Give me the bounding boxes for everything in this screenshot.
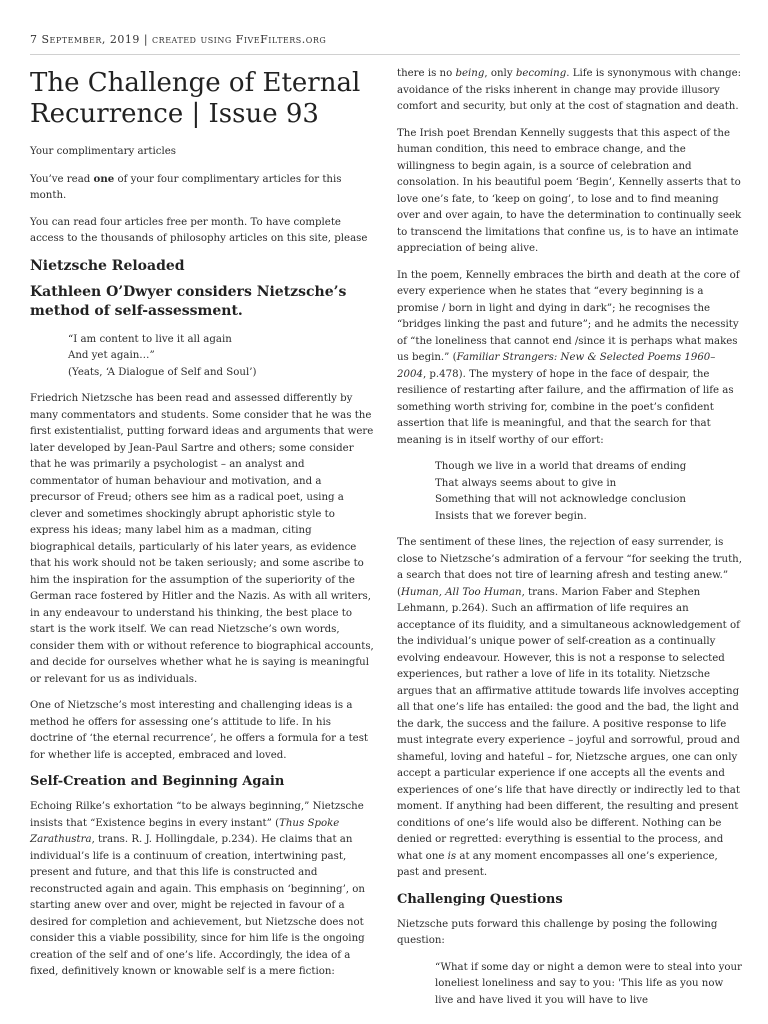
right-column [397,66,742,1019]
quote-citation: (Yeats, ‘A Dialogue of Self and Soul’) [68,366,257,378]
book-title: Thus Spoke Zarathustra [30,817,340,845]
text-run: , p.478). The mystery of hope in the face of despair, the resilience of restarting after failure, and the affirmation of life as something worth striving for, combine in the poet’s confident assertion that life is meaningful, and that the search for that meaning is in itself worthy of our effort: [397,368,734,446]
quote-line: Something that will not acknowledge conclusion [435,494,686,505]
quote-line: And yet again…” [68,350,155,361]
emphasis: being [455,68,485,79]
quote-text: “What if some day or night a demon were to steal into your loneliest loneliness and say to you: 'This life as you now live and have lived it you will have to live [435,961,742,1006]
paragraph [397,268,742,450]
left-column [30,66,375,991]
text-run: , trans. R. J. Hollingdale, p.234). He claims that an individual’s life is a continuum of creation, intertwining past, present and future, and that this life is constructed and reconstructed again and again. This emphasis on ‘beginning’, on starting anew over and over, might be rejected in favour of a desired for completion and achievement, but Nietzsche does not consider this a viable possibility, since for him life is the ongoing creation of the self and of one’s life. Accordingly, the idea of a fixed, definitively known or knowable self is a mere fiction: [30,834,365,977]
paragraph: Friedrich Nietzsche has been read and assessed differently by many commentators and students. Some consider that he was the first existentialist, putting forward ideas and arguments that were later developed by Jean-Paul Sartre and others; some consider that he was primarily a psychologist – an analyst and commentator of human behaviour and motivation, and a precursor of Freud; others see him as a radical poet, using a clever and sometimes shockingly abrupt aphoristic style to express his ideas; many label him as a madman, citing biographical details, particularly of his later years, as evidence that his work should not be taken seriously; and some ascribe to him the inspiration for the assumption of the superiority of the German race fostered by Hitler and the Nazis. As with all writers, in any endeavour to understand his thinking, the best place to start is the work itself. We can read Nietzsche’s own words, consider them with or without reference to biographical accounts, and decide for ourselves whether what he is saying is meaningful or relevant for us as individuals. [30,393,374,685]
emphasis: is [447,850,457,862]
text-run: . Life is synonymous with change: avoidance of the risks inherent in change may provide illusory comfort and security, but only at the cost of stagnation and death. [397,68,742,112]
paragraph: The Irish poet Brendan Kennelly suggests that this aspect of the human condition, this need to embrace change, and the willingness to begin again, is a source of celebration and consolation. In his beautiful poem ‘Begin’, Kennelly asserts that to love one’s fate, to ‘keep on going’, to lose and to find meaning over and over again, to have the determination to continually seek to transcend the limitations that confine us, is to have an intimate appreciation of being alive. [397,127,742,254]
read-count-notice [30,171,375,205]
read-count-post: of your four complimentary articles for this month. [30,173,342,201]
text-run: The sentiment of these lines, the rejection of easy surrender, is close to Nietzsche’s admiration of a fervour “for seeking the truth, a search that does not tire of learning afresh and testing anew.” ( [397,537,742,598]
page-header: 7 September, 2019 | created using FiveFilters.org [30,33,327,46]
text-run: In the poem, Kennelly embraces the birth and death at the core of every experience when he states that “every beginning is a promise / born in light and dying in dark”; he recognises the “bridges linking the past and future”; and he admits the necessity of “the loneliness that cannot end /since it is perhaps what makes us begin.” ( [397,269,740,363]
text-run: at any moment encompasses all one’s experience, past and present. [397,850,718,878]
read-count-pre: You’ve read [30,173,94,185]
emphasis: becoming [515,68,567,79]
complimentary-label: Your complimentary articles [30,146,176,157]
text-run: , trans. Marion Faber and Stephen Lehmann, p.264). Such an affirmation of life requires an acceptance of its fluidity, and a simultaneous acknowledgement of the individual’s unique power of self-creation as a continually evolving endeavour. However, this is not a response to selected experiences, but rather a love of life in its totality. Nietzsche argues that an affirmative attitude towards life involves accepting all that one’s life has entailed: the good and the bad, the light and the dark, the success and the failure. A positive response to life must integrate every experience – joyful and sorrowful, proud and shameful, loving and hateful – for, Nietzsche argues, one can only accept a particular experience if one accepts all the events and experiences of one’s life that have directly or indirectly led to that moment. If anything had been different, the resulting and present conditions of one’s life would also be different. Nothing can be denied or regretted: everything is essential to the process, and what one [397,586,740,862]
text-run: , only [484,68,516,79]
book-title: Human, All Too Human [400,586,522,598]
paragraph [397,535,742,882]
text-run: Echoing Rilke’s exhortation “to be always beginning,” Nietzsche insists that “Existence begins in every instant” ( [30,801,364,829]
quote-line: Insists that we forever begin. [435,510,587,522]
article-subheading: Kathleen O’Dwyer considers Nietzsche’s method of self-assessment. [30,283,347,319]
read-count-bold: one [93,172,115,185]
kennelly-quote [435,459,742,525]
quote-line: That always seems about to give in [435,477,617,489]
demon-quote [435,960,742,1010]
quote-line: “I am content to live it all again [68,333,232,345]
paragraph [397,66,742,116]
header-divider [30,54,740,55]
paragraph [30,799,375,981]
article-title: The Challenge of Eternal Recurrence | Issue 93 [30,68,361,129]
paragraph: One of Nietzsche’s most interesting and challenging ideas is a method he offers for assessing one’s attitude to life. In his doctrine of ‘the eternal recurrence’, he offers a formula for a test for whether life is accepted, embraced and loved. [30,700,369,761]
access-note: You can read four articles free per month. To have complete access to the thousands of philosophy articles on this site, please [30,216,368,244]
book-title: Familiar Strangers: New & Selected Poems 1960–2004 [397,352,716,380]
text-run: there is no [397,68,456,79]
paragraph: Nietzsche puts forward this challenge by posing the following question: [397,918,718,946]
section-heading: Self-Creation and Beginning Again [30,774,285,789]
section-heading: Nietzsche Reloaded [30,257,185,274]
section-heading: Challenging Questions [397,891,563,907]
quote-line: Though we live in a world that dreams of ending [435,461,687,472]
yeats-quote [68,332,375,382]
